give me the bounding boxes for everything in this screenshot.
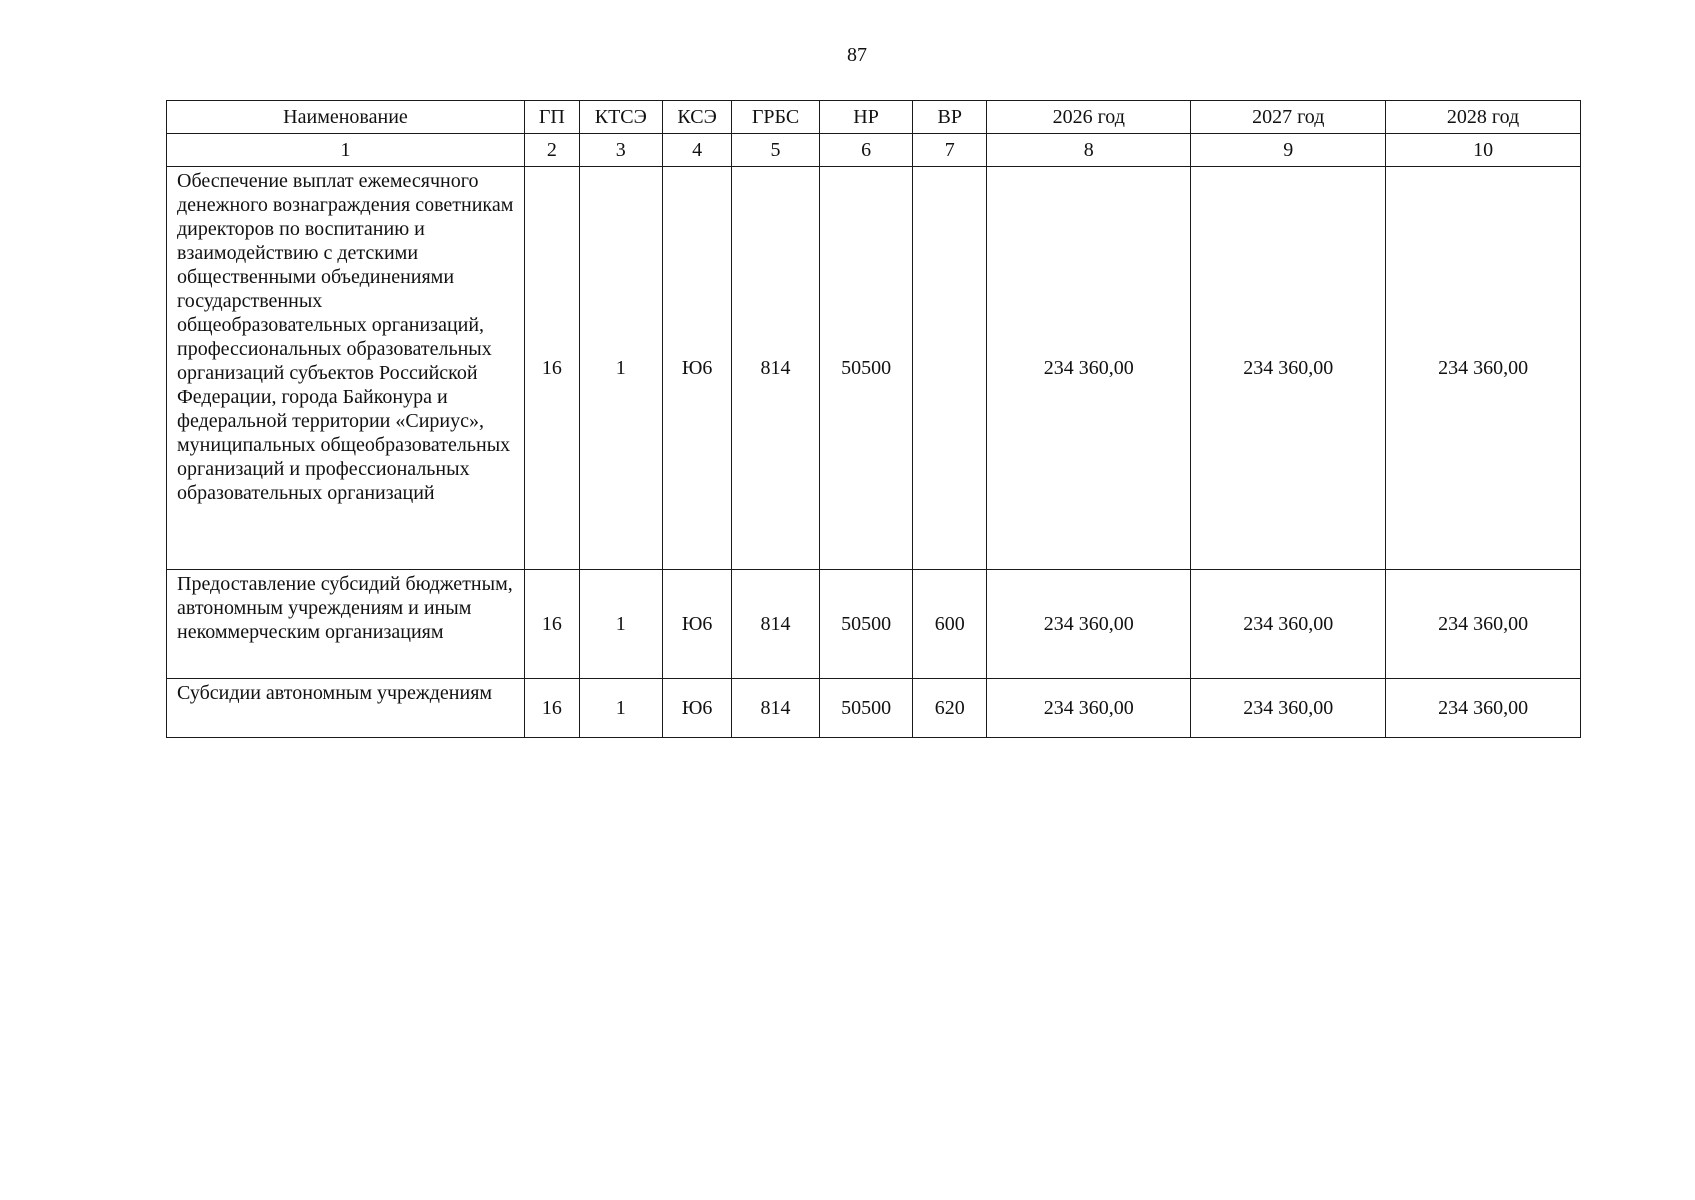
row-name-cell: Обеспечение выплат ежемесячного денежного вознаграждения советникам директоров по воспитанию и взаимодействию с детскими общественными объединениями государственных общеобразовательных организаций, профессиональных образовательных организаций субъектов Российской Федерации, города Байконура и федеральной территории «Сириус», муниципальных общеобразовательных организаций и профессиональных образовательных организаций xyxy=(167,167,525,570)
nr-cell: 50500 xyxy=(819,167,913,570)
column-number: 7 xyxy=(913,134,987,167)
header-2028: 2028 год xyxy=(1386,101,1581,134)
vr-cell xyxy=(913,167,987,570)
ktse-cell: 1 xyxy=(579,167,662,570)
amount-2028-cell: 234 360,00 xyxy=(1386,570,1581,679)
column-number: 10 xyxy=(1386,134,1581,167)
ktse-cell: 1 xyxy=(579,679,662,738)
grbs-cell: 814 xyxy=(732,570,819,679)
header-gp: ГП xyxy=(524,101,579,134)
gp-cell: 16 xyxy=(524,167,579,570)
kse-cell: Ю6 xyxy=(662,167,731,570)
grbs-cell: 814 xyxy=(732,679,819,738)
header-2026: 2026 год xyxy=(987,101,1191,134)
column-number: 2 xyxy=(524,134,579,167)
column-number-row xyxy=(167,134,1581,167)
header-ktse: КТСЭ xyxy=(579,101,662,134)
vr-cell: 620 xyxy=(913,679,987,738)
nr-cell: 50500 xyxy=(819,570,913,679)
ktse-cell: 1 xyxy=(579,570,662,679)
amount-2028-cell: 234 360,00 xyxy=(1386,167,1581,570)
table-row xyxy=(167,167,1581,570)
column-number: 9 xyxy=(1191,134,1386,167)
page-number: 87 xyxy=(847,44,867,66)
column-number: 8 xyxy=(987,134,1191,167)
header-name: Наименование xyxy=(167,101,525,134)
header-grbs: ГРБС xyxy=(732,101,819,134)
row-name-cell: Предоставление субсидий бюджетным, автономным учреждениям и иным некоммерческим организациям xyxy=(167,570,525,679)
grbs-cell: 814 xyxy=(732,167,819,570)
row-name-cell: Субсидии автономным учреждениям xyxy=(167,679,525,738)
column-number: 4 xyxy=(662,134,731,167)
column-number: 5 xyxy=(732,134,819,167)
column-number: 6 xyxy=(819,134,913,167)
kse-cell: Ю6 xyxy=(662,570,731,679)
kse-cell: Ю6 xyxy=(662,679,731,738)
header-row xyxy=(167,101,1581,134)
column-number: 1 xyxy=(167,134,525,167)
amount-2026-cell: 234 360,00 xyxy=(987,167,1191,570)
gp-cell: 16 xyxy=(524,679,579,738)
vr-cell: 600 xyxy=(913,570,987,679)
amount-2027-cell: 234 360,00 xyxy=(1191,679,1386,738)
amount-2027-cell: 234 360,00 xyxy=(1191,570,1386,679)
column-number: 3 xyxy=(579,134,662,167)
header-kse: КСЭ xyxy=(662,101,731,134)
gp-cell: 16 xyxy=(524,570,579,679)
amount-2028-cell: 234 360,00 xyxy=(1386,679,1581,738)
header-nr: НР xyxy=(819,101,913,134)
header-vr: ВР xyxy=(913,101,987,134)
nr-cell: 50500 xyxy=(819,679,913,738)
table-row xyxy=(167,679,1581,738)
amount-2026-cell: 234 360,00 xyxy=(987,679,1191,738)
amount-2027-cell: 234 360,00 xyxy=(1191,167,1386,570)
budget-table xyxy=(166,100,1581,738)
table-row xyxy=(167,570,1581,679)
amount-2026-cell: 234 360,00 xyxy=(987,570,1191,679)
header-2027: 2027 год xyxy=(1191,101,1386,134)
